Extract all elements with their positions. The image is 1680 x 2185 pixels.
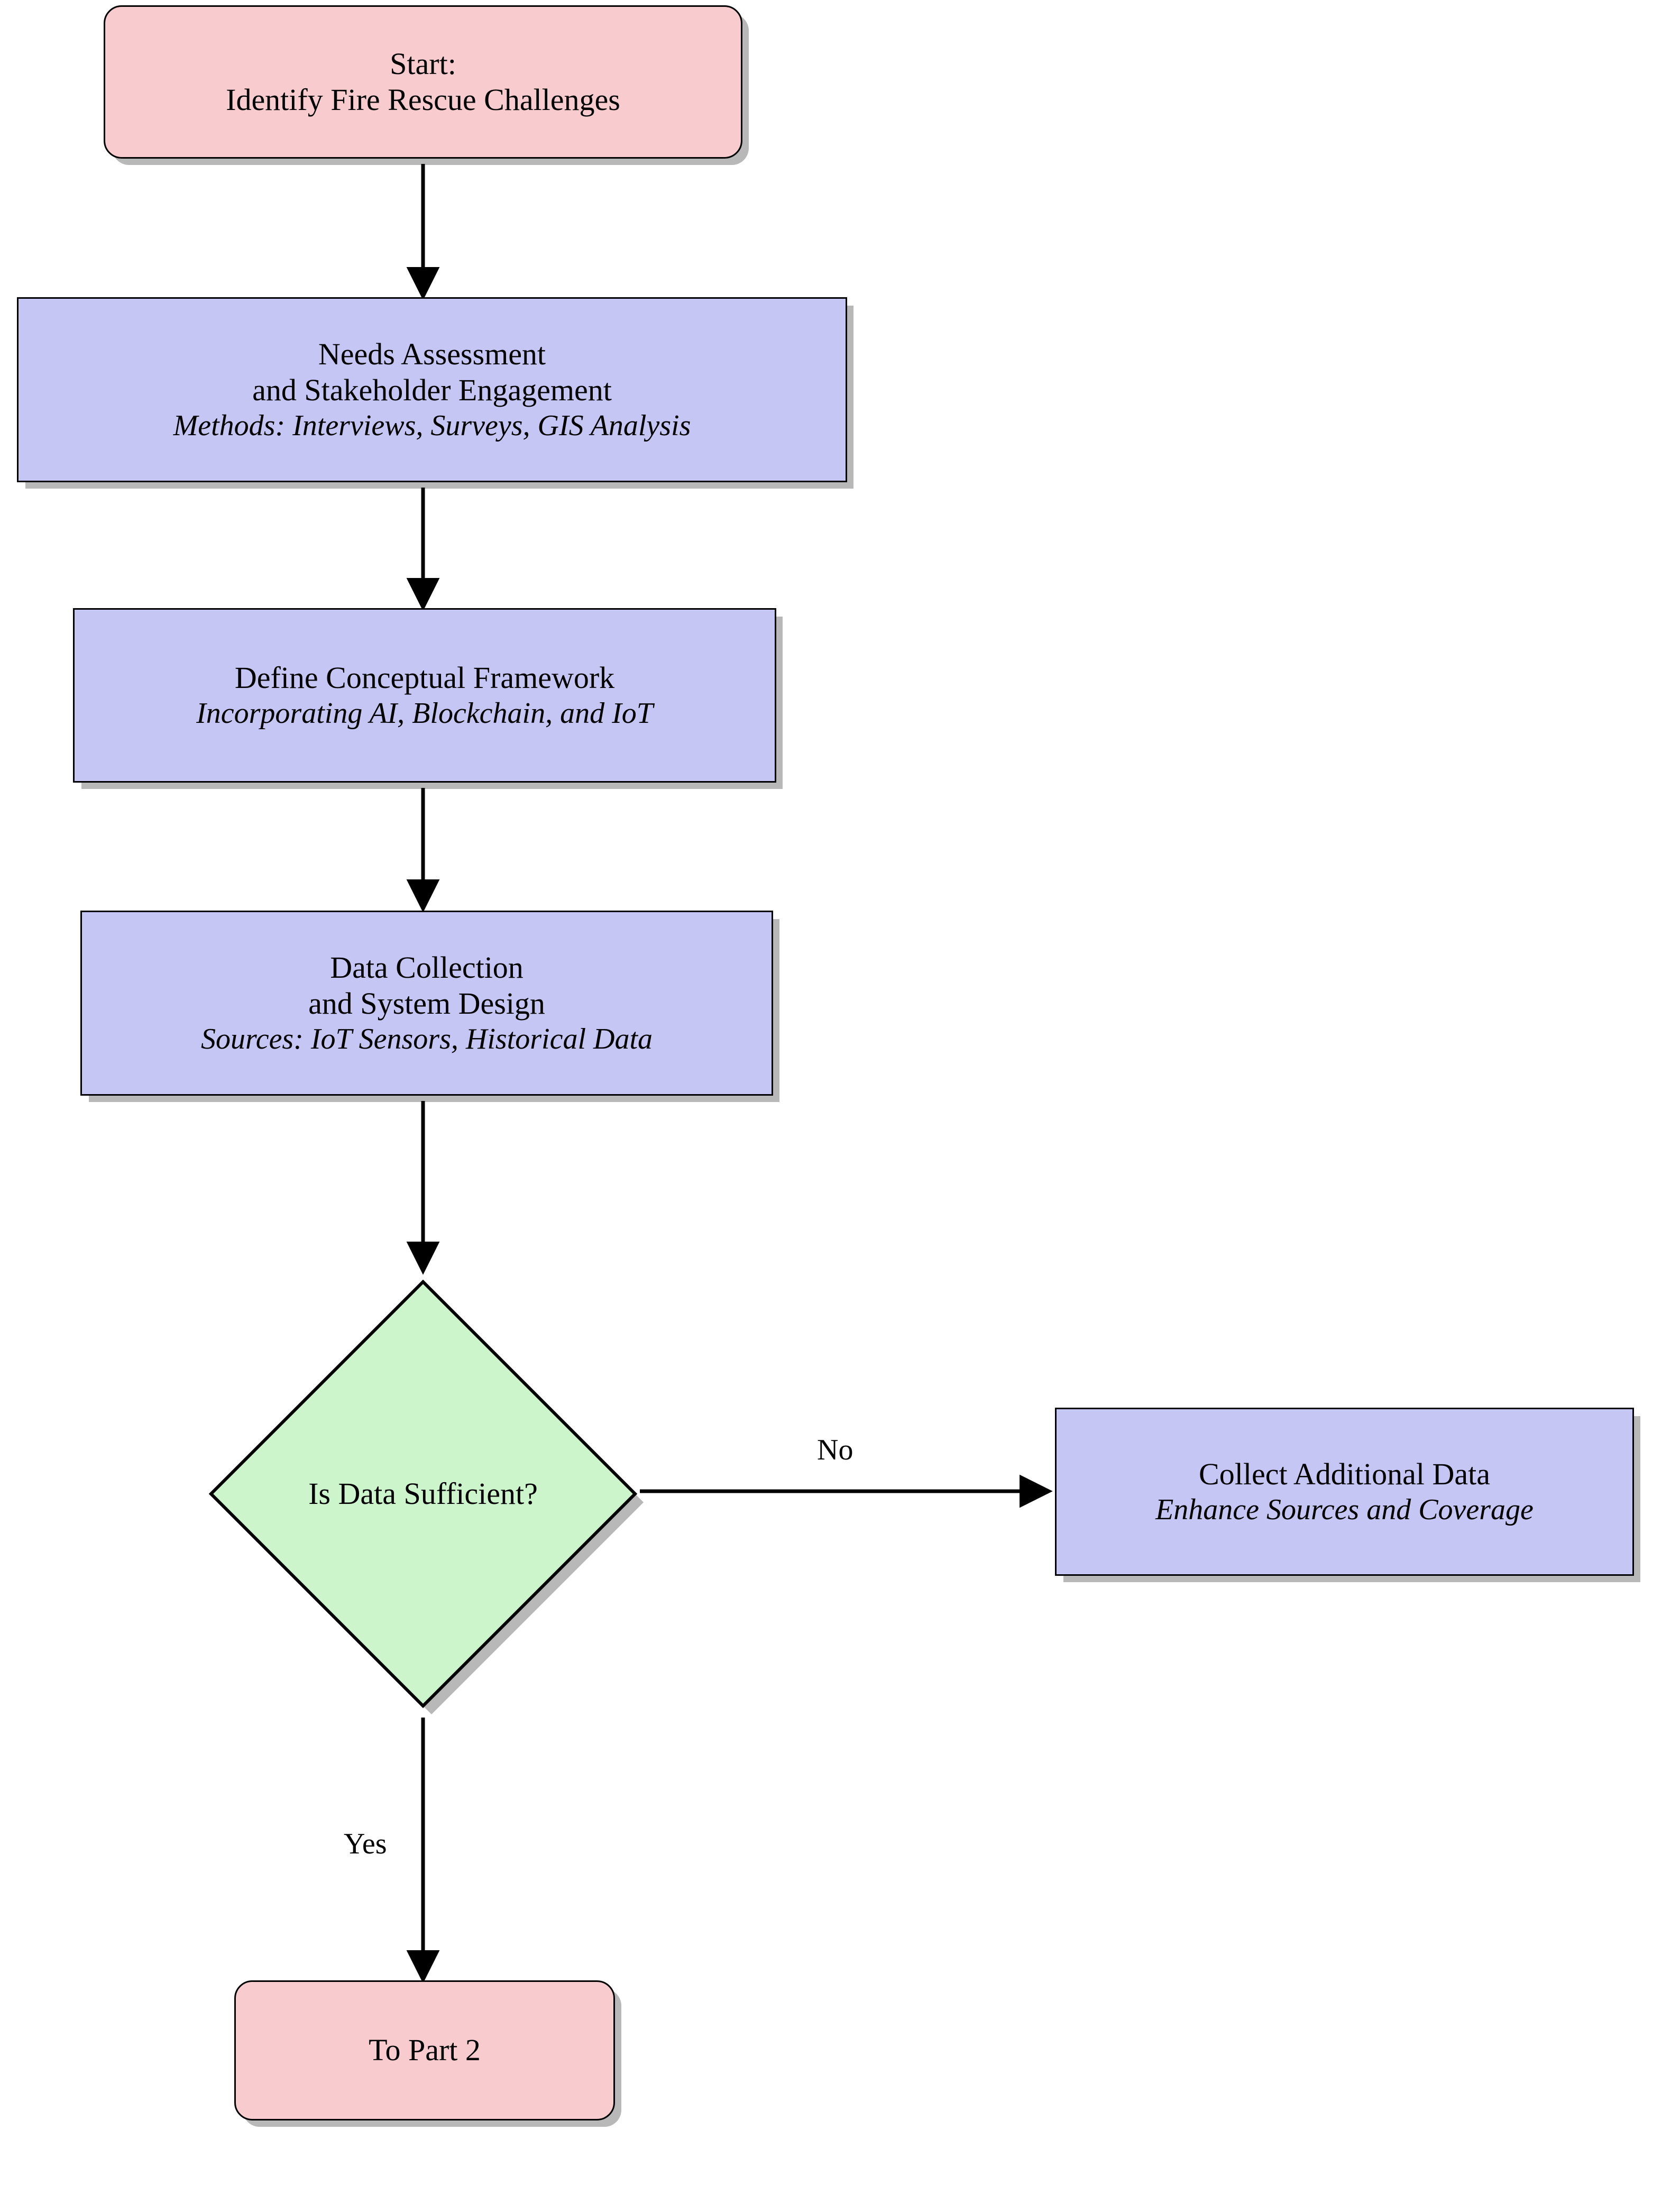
node-start[interactable]	[104, 5, 742, 159]
node-start-line-1: Start:	[390, 46, 456, 81]
node-data-collection[interactable]	[80, 911, 773, 1096]
decision-label: Is Data Sufficient?	[308, 1476, 538, 1511]
node-collect-additional-data[interactable]	[1055, 1408, 1634, 1576]
node-needs-line-2: and Stakeholder Engagement	[252, 372, 612, 407]
node-framework-line-1: Define Conceptual Framework	[234, 660, 615, 695]
node-start-line-2: Identify Fire Rescue Challenges	[226, 82, 620, 117]
node-define-framework[interactable]	[73, 608, 776, 783]
node-topart2-line-1: To Part 2	[369, 2033, 481, 2068]
edge-label-no: No	[817, 1434, 853, 1466]
node-needs-methods: Methods: Interviews, Surveys, GIS Analysis	[173, 409, 691, 443]
node-to-part-2[interactable]	[234, 1980, 615, 2120]
node-collect-line-2: Enhance Sources and Coverage	[1155, 1493, 1534, 1527]
node-data-sources: Sources: IoT Sensors, Historical Data	[201, 1023, 653, 1056]
node-data-line-1: Data Collection	[330, 950, 524, 985]
node-is-data-sufficient[interactable]	[198, 1269, 648, 1719]
node-data-line-2: and System Design	[308, 986, 545, 1021]
node-collect-line-1: Collect Additional Data	[1199, 1456, 1490, 1491]
node-needs-line-1: Needs Assessment	[318, 336, 546, 371]
node-needs-assessment[interactable]	[17, 297, 847, 482]
node-framework-line-2: Incorporating AI, Blockchain, and IoT	[196, 697, 653, 730]
edge-label-yes: Yes	[344, 1828, 387, 1860]
